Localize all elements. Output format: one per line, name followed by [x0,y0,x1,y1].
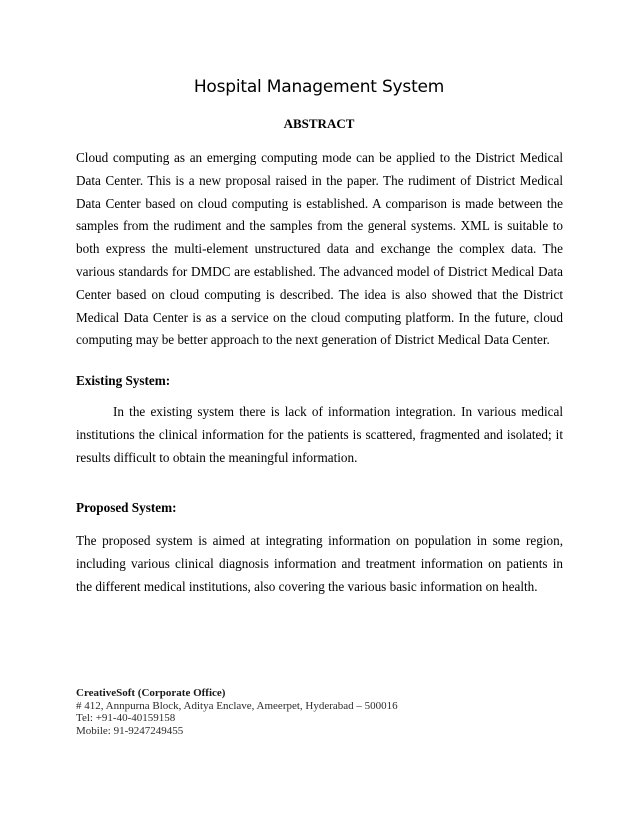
footer-company: CreativeSoft (Corporate Office) [76,687,226,699]
footer-tel: Tel: +91-40-40159158 [76,712,176,725]
footer-address: # 412, Annpurna Block, Aditya Enclave, Ameerpet, Hyderabad – 500016 [76,699,398,712]
abstract-paragraph: Cloud computing as an emerging computing mode can be applied to the District Medical Data Center. This is a new proposal raised in the paper. The rudiment of District Medical Data Center based on cloud computing is established. A comparison is made between the samples from the rudiment and the samples from the general systems. XML is suitable to both express the multi-element unstructured data and exchange the complex data. The various standards for DMDC are established. The advanced model of District Medical Data Center based on cloud computing is described. The idea is also showed that the District Medical Data Center is as a service on the cloud computing platform. In the future, cloud computing may be better approach to the next generation of District Medical Data Center. [76,150,563,348]
existing-system-heading: Existing System: [76,373,171,388]
page-title: Hospital Management System [193,77,445,97]
abstract-heading [0,116,638,132]
existing-system-paragraph: In the existing system there is lack of information integration. In various medical institutions the clinical information for the patients is scattered, fragmented and isolated; it results difficult to obtain the meaningful information. [76,404,563,465]
footer-mobile: Mobile: 91-9247249455 [76,724,184,737]
proposed-system-heading: Proposed System: [76,500,177,515]
abstract-heading-label: ABSTRACT [283,116,355,131]
contact-footer [76,687,563,737]
proposed-system-paragraph: The proposed system is aimed at integrating information on population in some region, including various clinical diagnosis information and treatment information on patients in the different medical institutions, also covering the various basic information on health. [76,533,563,594]
